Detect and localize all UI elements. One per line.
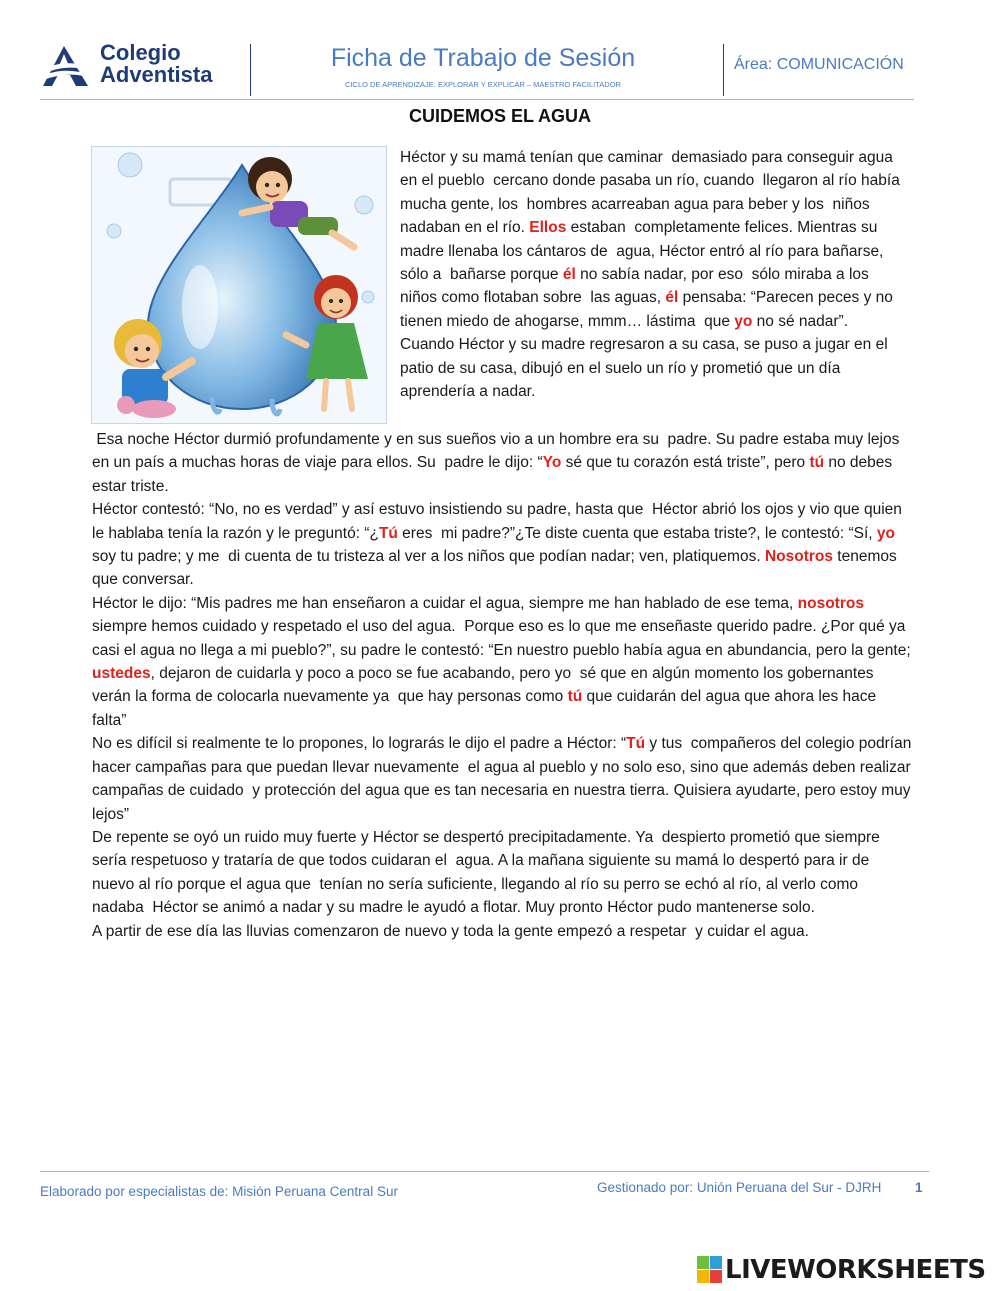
pronoun-highlight: Yo (542, 454, 562, 472)
logo-line-2: Adventista (100, 62, 213, 87)
logo-line-1: Colegio (100, 40, 181, 65)
story-text-run: y tus compañeros del colegio podrían hacer campañas para que puedan llevar nuevamente el agua al pueblo y no solo eso, sino que además deben realizar campañas de cuidado y protección del agua que es tan necesaria en nuestra tierra. Quisiera ayudarte, pero estoy muy lejos” De repente se oyó un ruido muy fuerte y Héctor se despertó precipitadamente. Ya despierto prometió que siempre sería respetuoso y trataría de que todos cuidaran el agua. A la mañana siguiente su mamá lo despertó para ir de nuevo al río porque el agua que tenían no sería suficiente, llegando al río su perro se echó al río, al verlo como nadaba Héctor se animó a nadar y su madre le ayudó a flotar. Muy pronto Héctor pudo mantenerse solo. A partir de ese día las lluvias comenzaron de nuevo y toda la gente empezó a respetar y cuidar el agua. (92, 735, 912, 940)
pronoun-highlight: Nosotros (764, 548, 833, 566)
story-text-run: no sé nadar”. Cuando Héctor y su madre regresaron a su casa, se puso a jugar en el patio de su casa, dibujó en el suelo un río y prometió que un día aprendería a nadar. (400, 312, 888, 401)
footer-managed-by: Gestionado por: Unión Peruana del Sur - DJRH (597, 1180, 882, 1195)
pronoun-highlight: ustedes (92, 665, 151, 683)
water-drop-children-icon (92, 147, 386, 423)
story-text-run: soy tu padre; y me di cuenta de tu tristeza al ver a los niños que podían nadar; ven, platiquemos. (92, 524, 900, 566)
story-text-run: no debes estar triste. Héctor contestó: “No, no es verdad” y así estuvo insistiendo su padre, hasta que Héctor abrió los ojos y vio que quien le hablaba tenía la razón y le preguntó: “¿ (92, 454, 902, 542)
page-subtitle: CICLO DE APRENDIZAJE: EXPLORAR Y EXPLICAR – MAESTRO FACILITADOR (345, 80, 621, 89)
page-number: 1 (915, 1180, 923, 1195)
header-divider (250, 44, 251, 96)
pronoun-highlight: yo (734, 312, 753, 330)
footer-divider (40, 1171, 929, 1172)
liveworksheets-wordmark: LIVEWORKSHEETS (725, 1255, 986, 1285)
pronoun-highlight: tú (809, 454, 825, 472)
pronoun-highlight: él (665, 289, 679, 307)
story-text-run: pensaba: “Parecen peces y no tienen miedo de ahogarse, mmm… lástima que (400, 289, 902, 330)
pronoun-highlight: tú (567, 688, 583, 706)
adventist-a-icon (42, 44, 90, 88)
header-divider (723, 44, 724, 96)
story-text-run: eres mi padre?”¿Te diste cuenta que estaba triste?, le contestó: “Sí, (397, 524, 877, 542)
story-paragraph-intro (400, 146, 910, 403)
area-label: Área: COMUNICACIÓN (734, 56, 904, 73)
footer-credits: Elaborado por especialistas de: Misión Peruana Central Sur (40, 1184, 398, 1199)
story-illustration (91, 146, 387, 424)
pronoun-highlight: Tú (626, 735, 646, 753)
story-text-run: estaban completamente felices. Mientras su madre llenaba los cántaros de agua, Héctor entró al río para bañarse, sólo a bañarse porque (400, 219, 888, 284)
story-text-run: Héctor y su mamá tenían que caminar demasiado para conseguir agua en el pueblo cercano donde pasaba un río, cuando llegaron al río había mucha gente, los hombres acarreaban agua para beber y los niños nadaban en el río. (400, 149, 905, 237)
story-paragraph-body (92, 428, 915, 943)
pronoun-highlight: él (562, 266, 576, 284)
school-logo (42, 42, 247, 90)
pronoun-highlight: yo (876, 524, 895, 542)
story-text-run: que cuidarán del agua que ahora les hace falta” No es difícil si realmente te lo propones, lo lograrás le dijo el padre a Héctor: “ (92, 688, 877, 753)
story-text-run: Esa noche Héctor durmió profundamente y en sus sueños vio a un hombre era su padre. Su padre estaba muy lejos en un país a muchas horas de viaje para ellos. Su padre le dijo: “ (92, 431, 904, 472)
story-text-run: no sabía nadar, por eso sólo miraba a los niños como flotaban sobre las aguas, (400, 266, 874, 307)
story-text-run: tenemos que conversar. Héctor le dijo: “Mis padres me han enseñaron a cuidar el agua, siempre me han hablado de ese tema, (92, 548, 897, 612)
page-header (40, 38, 914, 100)
liveworksheets-icon (697, 1256, 723, 1284)
story-text-run: , dejaron de cuidarla y poco a poco se fue acabando, pero yo sé que en algún momento los gobernantes verán la forma de colocarla nuevamente ya que hay personas como (92, 665, 878, 706)
pronoun-highlight: nosotros (797, 594, 864, 612)
story-text-run: sé que tu corazón está triste”, pero (561, 454, 810, 472)
story-text-run: siempre hemos cuidado y respetado el uso del agua. Porque eso es lo que me enseñaste querido padre. ¿Por qué ya casi el agua no llega a mi pueblo?”, su padre le contestó: “En nuestro pueblo había agua en abundancia, pero la gente; (92, 594, 915, 659)
pronoun-highlight: Tú (378, 524, 398, 542)
pronoun-highlight: Ellos (529, 219, 567, 237)
story-heading: CUIDEMOS EL AGUA (408, 106, 591, 126)
page-title: Ficha de Trabajo de Sesión (330, 44, 636, 72)
